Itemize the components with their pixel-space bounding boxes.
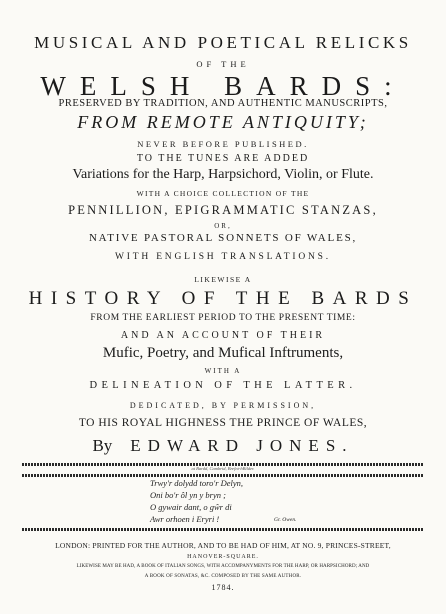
imprint-line-2: HANOVER-SQUARE. [187,554,259,560]
motto-author: Gr. Owen. [274,517,297,523]
motto-verse-3: O gywair dant, o gŵr di [150,502,232,512]
title-line-15: HISTORY OF THE BARDS [28,288,418,309]
ornamental-rule-middle [22,474,424,477]
motto-verse-2: Oni bo'r ôl yn y bryn ; [150,490,226,500]
motto-verse-1: Trwy'r dolydd toro'r Delyn, [150,478,244,488]
title-line-22: TO HIS ROYAL HIGHNESS THE PRINCE OF WALES, [78,417,368,429]
title-line-1: MUSICAL AND POETICAL RELICKS [34,33,412,52]
imprint-year: 1784. [211,583,235,592]
title-line-6: NEVER BEFORE PUBLISHED. [137,139,309,149]
title-line-10: PENNILLION, EPIGRAMMATIC STANZAS, [68,203,378,217]
motto-header: at Bardd, Cambrid, Brefnt-hBilder. [191,466,255,471]
title-line-14: LIKEWISE A [194,275,252,284]
title-line-7: TO THE TUNES ARE ADDED [136,153,310,164]
title-line-20: DELINEATION OF THE LATTER. [89,380,357,391]
title-line-12: NATIVE PASTORAL SONNETS OF WALES, [88,232,358,244]
ornamental-rule-bottom [22,528,424,531]
title-line-2: OF THE [196,59,250,69]
imprint-line-1: LONDON: PRINTED FOR THE AUTHOR, AND TO BE HAD OF HIM, AT NO. 9, PRINCES-STREET, [55,541,391,550]
title-line-23 [0,437,446,454]
title-line-9: WITH A CHOICE COLLECTION OF THE [136,189,310,198]
by-word: By [92,436,113,455]
title-line-4: PRESERVED BY TRADITION, AND AUTHENTIC MANUSCRIPTS, [58,98,388,109]
title-line-11: OR, [214,222,232,230]
title-line-19: WITH A [204,367,242,375]
imprint-line-4: A BOOK OF SONATAS, &C. COMPOSED BY THE SAME AUTHOR. [144,574,302,579]
title-line-8: Variations for the Harp, Harpsichord, Violin, or Flute. [72,167,374,182]
title-line-16: FROM THE EARLIEST PERIOD TO THE PRESENT TIME: [90,313,356,323]
imprint-line-3: LIKEWISE MAY BE HAD, A BOOK OF ITALIAN SONGS, WITH ACCOMPANYMENTS FOR THE HARP, OR HARPSICHORD; AND [76,564,370,569]
title-line-18: Mufic, Poetry, and Mufical Inftruments, [102,345,344,361]
title-line-3: WELSH BARDS: [40,71,406,101]
title-line-17: AND AN ACCOUNT OF THEIR [120,330,326,341]
motto-verse-4: Awr orhoen i Eryri ! [150,514,220,524]
author-name: EDWARD JONES. [130,436,354,455]
title-line-13: WITH ENGLISH TRANSLATIONS. [115,252,331,262]
title-line-5: FROM REMOTE ANTIQUITY; [77,112,369,132]
title-line-21: DEDICATED, BY PERMISSION, [129,401,317,410]
